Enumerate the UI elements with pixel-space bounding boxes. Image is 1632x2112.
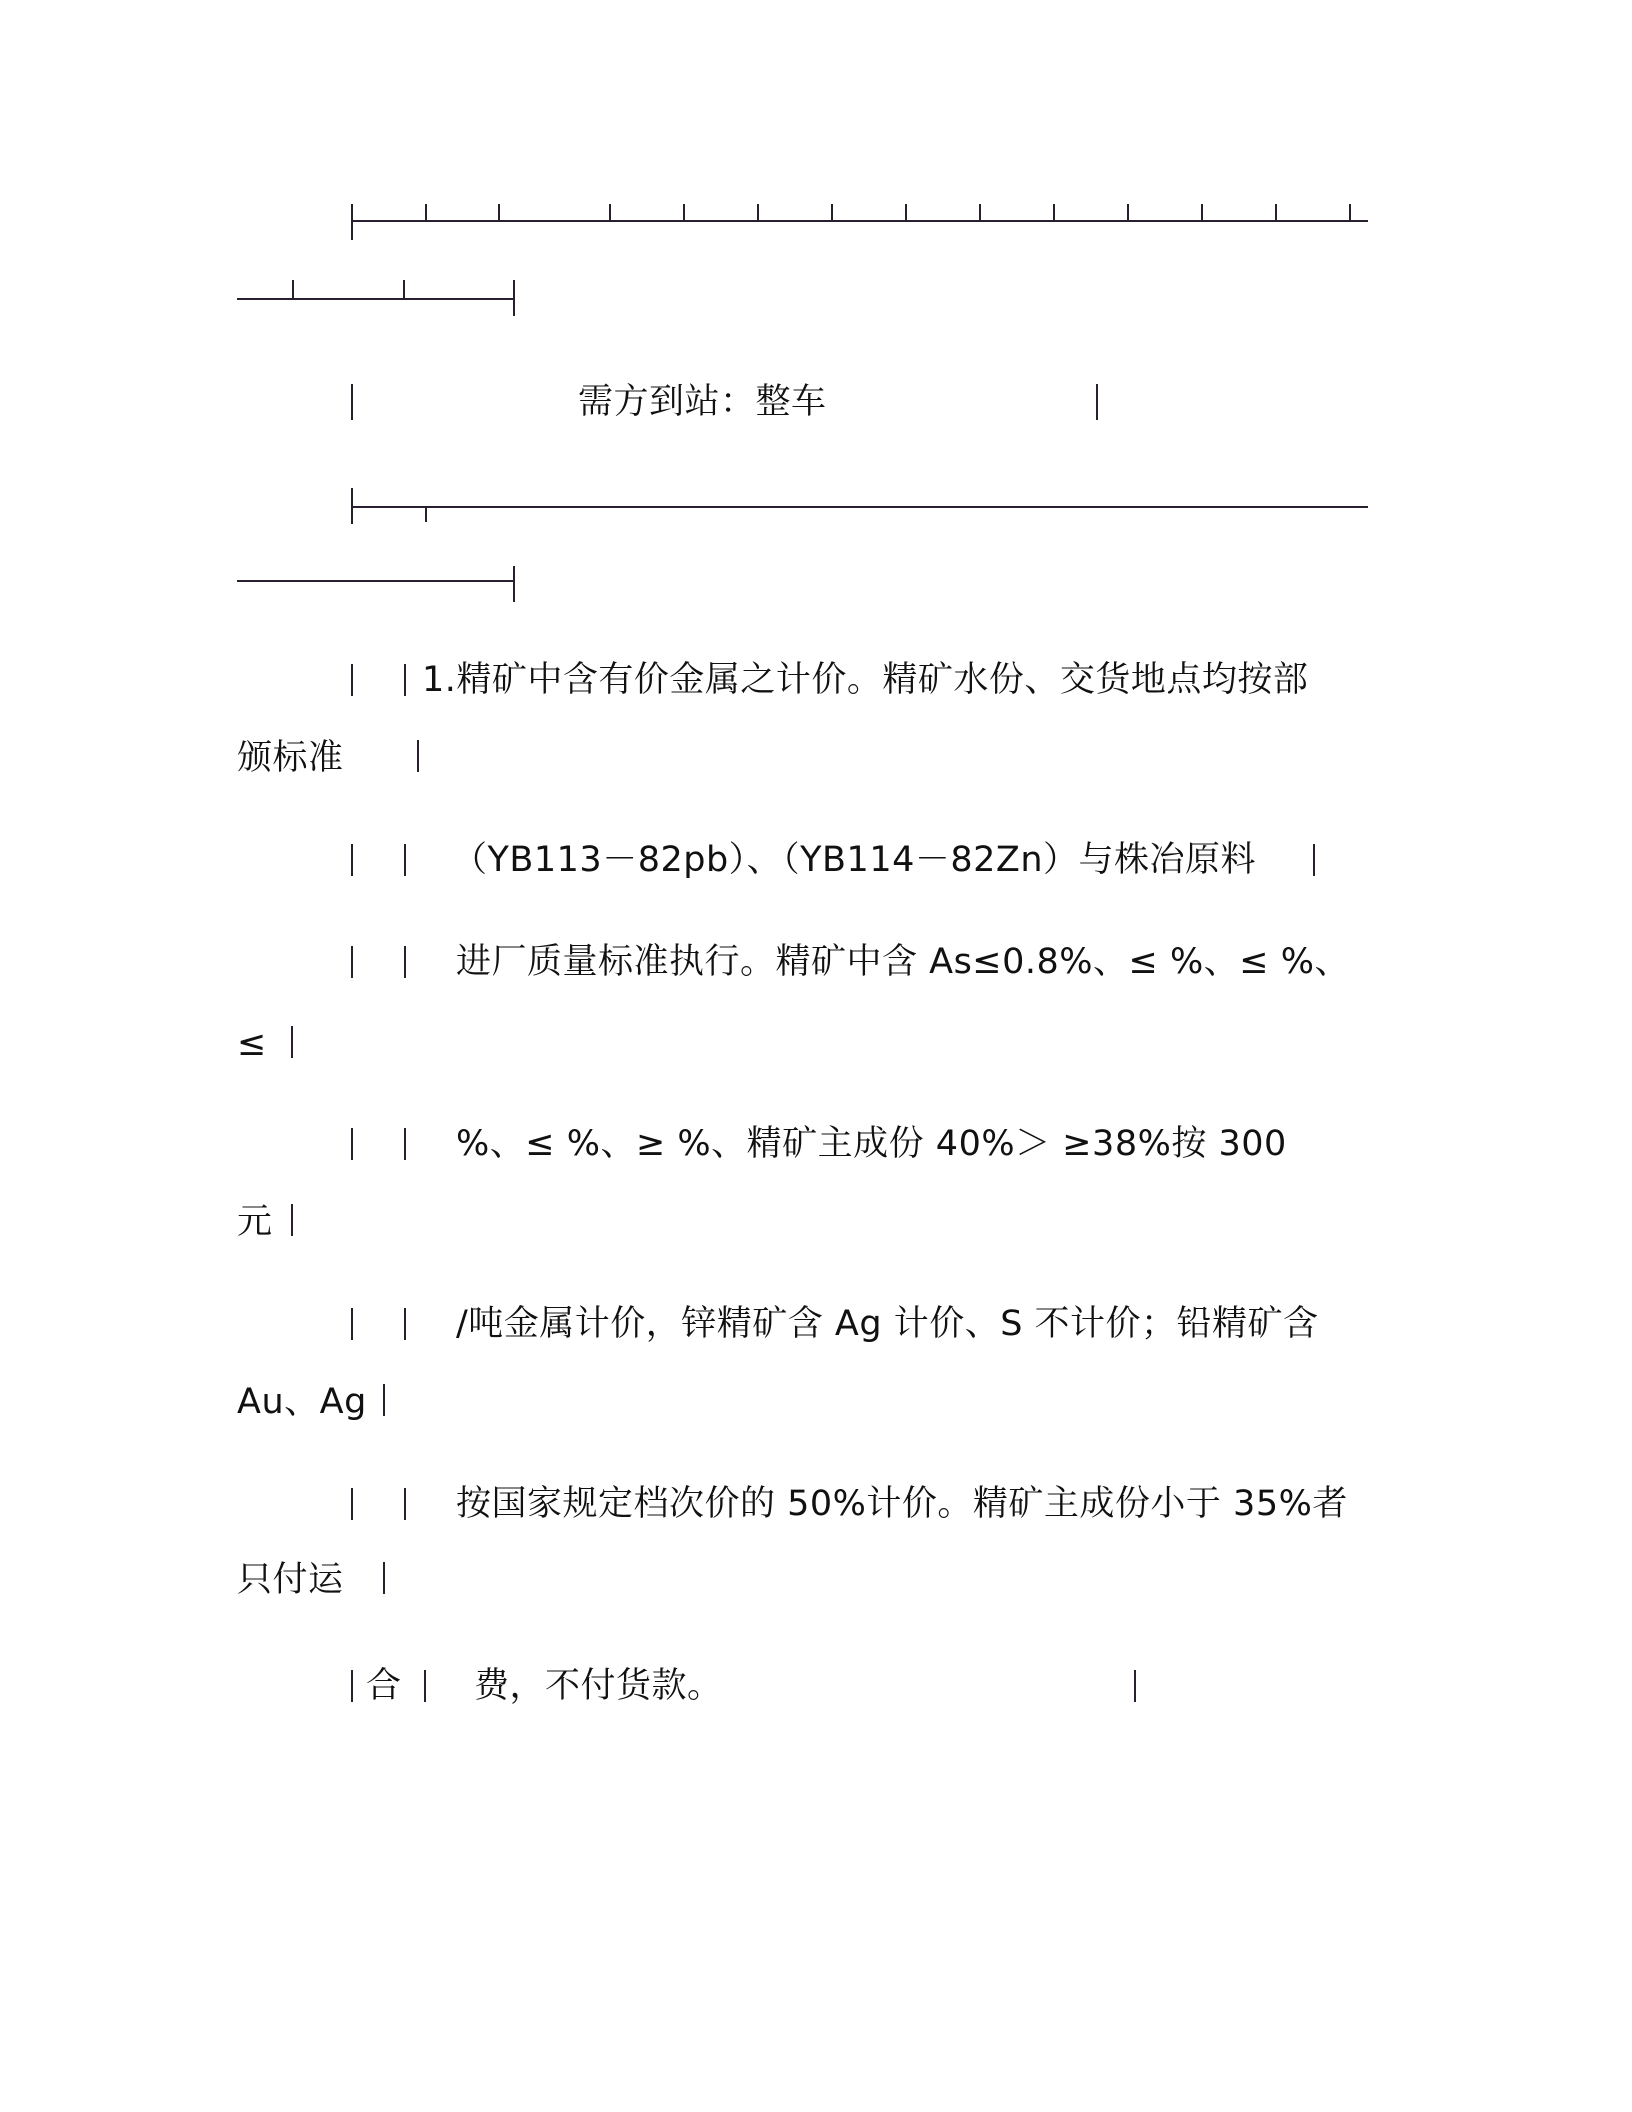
cell-border bbox=[404, 1308, 406, 1340]
rule-tick bbox=[292, 280, 294, 298]
body-line-5: /吨金属计价，锌精矿含 Ag 计价、S 不计价；铅精矿含 bbox=[456, 1304, 1319, 1344]
cell-border bbox=[417, 740, 419, 772]
cell-border bbox=[404, 1488, 406, 1520]
body-line-3-cont: ≤ bbox=[237, 1024, 267, 1064]
rule-tick bbox=[609, 204, 611, 222]
cell-border-left bbox=[351, 384, 353, 420]
cell-border bbox=[404, 1128, 406, 1160]
cell-border bbox=[383, 1562, 385, 1594]
cell-border bbox=[351, 1308, 353, 1340]
rule-tick bbox=[1053, 204, 1055, 222]
rule-tick bbox=[498, 204, 500, 222]
rule-tick bbox=[513, 280, 515, 316]
table-rule-4 bbox=[237, 580, 515, 582]
cell-border bbox=[404, 946, 406, 978]
rule-tick bbox=[1201, 204, 1203, 222]
cell-border-right bbox=[1096, 384, 1098, 420]
cell-border bbox=[383, 1384, 385, 1416]
rule-tick bbox=[831, 204, 833, 222]
body-line-3: 进厂质量标准执行。精矿中含 As≤0.8%、≤ %、≤ %、 bbox=[456, 942, 1350, 982]
cell-border bbox=[424, 1670, 426, 1702]
body-line-6-cont: 只付运 bbox=[237, 1560, 344, 1600]
rule-tick bbox=[1349, 204, 1351, 222]
side-label: 合 bbox=[366, 1666, 402, 1706]
cell-border bbox=[351, 844, 353, 876]
rule-tick bbox=[979, 204, 981, 222]
rule-tick bbox=[1275, 204, 1277, 222]
cell-border bbox=[351, 1488, 353, 1520]
rule-tick bbox=[513, 566, 515, 602]
cell-border bbox=[1313, 844, 1315, 876]
rule-tick bbox=[425, 204, 427, 222]
cell-border bbox=[351, 664, 353, 696]
header-cell-text: 需方到站：整车 bbox=[578, 382, 827, 422]
body-line-4-cont: 元 bbox=[237, 1202, 273, 1242]
body-line-2: （YB113－82pb）、（YB114－82Zn）与株冶原料 bbox=[452, 840, 1257, 880]
cell-border bbox=[351, 946, 353, 978]
rule-tick bbox=[757, 204, 759, 222]
body-line-6: 按国家规定档次价的 50%计价。精矿主成份小于 35%者 bbox=[456, 1484, 1348, 1524]
table-rule-3 bbox=[352, 506, 1368, 508]
body-line-1-cont: 颁标准 bbox=[237, 738, 344, 778]
cell-border bbox=[351, 1128, 353, 1160]
body-line-1: 1.精矿中含有价金属之计价。精矿水份、交货地点均按部 bbox=[422, 660, 1309, 700]
cell-border bbox=[404, 844, 406, 876]
cell-border bbox=[291, 1026, 293, 1058]
rule-tick bbox=[403, 280, 405, 298]
rule-tick bbox=[351, 488, 353, 524]
cell-border bbox=[404, 664, 406, 696]
body-line-5-cont: Au、Ag bbox=[237, 1382, 367, 1422]
rule-tick bbox=[905, 204, 907, 222]
rule-tick bbox=[351, 204, 353, 240]
rule-tick bbox=[425, 506, 427, 522]
cell-border bbox=[351, 1670, 353, 1702]
body-line-7: 费，不付货款。 bbox=[474, 1666, 723, 1706]
rule-tick bbox=[683, 204, 685, 222]
rule-tick bbox=[1127, 204, 1129, 222]
table-rule-2 bbox=[237, 298, 515, 300]
cell-border bbox=[1134, 1670, 1136, 1702]
body-line-4: %、≤ %、≥ %、精矿主成份 40%＞ ≥38%按 300 bbox=[456, 1124, 1287, 1164]
cell-border bbox=[291, 1204, 293, 1236]
table-top-rule bbox=[352, 220, 1368, 222]
